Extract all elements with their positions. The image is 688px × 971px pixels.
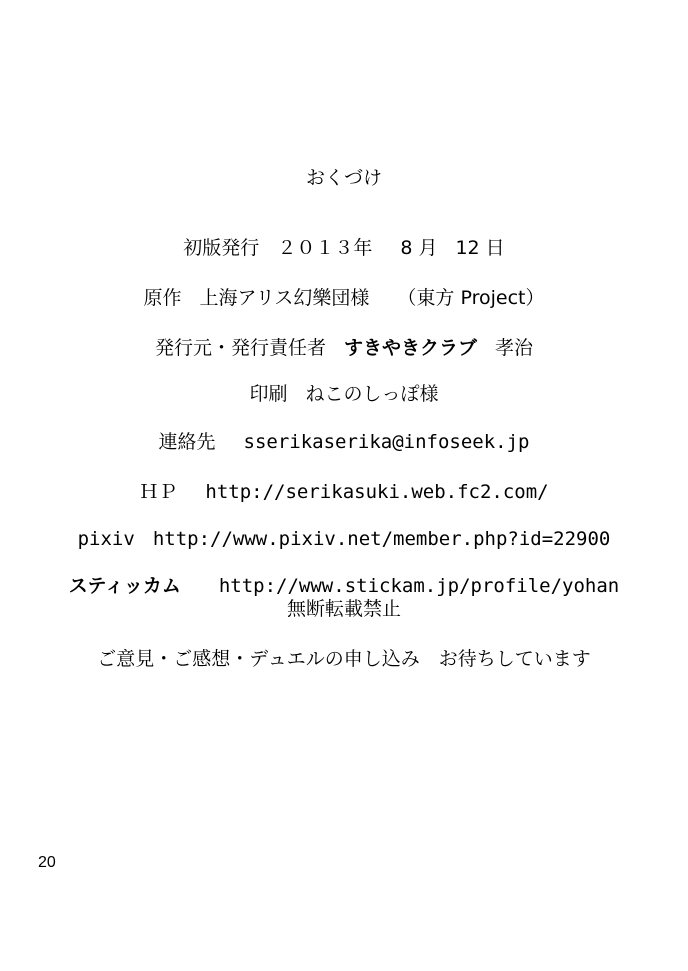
first-edition-label: 初版発行 [183, 237, 260, 259]
stickam-label: スティッカム [68, 575, 181, 597]
printing-line [0, 382, 688, 406]
page-title: おくづけ [305, 167, 382, 189]
first-edition-line [0, 236, 688, 260]
contact-line [0, 430, 688, 454]
printing-printer: ねこのしっぽ様 [305, 383, 439, 405]
page-number: 20 [38, 854, 56, 871]
closing-message: ご意見・ご感想・デュエルの申し込み お待ちしています [97, 648, 591, 670]
homepage-label: ＨＰ [139, 481, 178, 503]
publisher-line [0, 336, 688, 360]
publisher-name: 孝治 [495, 337, 534, 359]
pixiv-label: pixiv [77, 528, 135, 550]
original-work-author: 上海アリス幻樂団様 [199, 287, 370, 309]
stickam-url[interactable]: http://www.stickam.jp/profile/yohan [218, 575, 620, 597]
contact-email[interactable]: sserikaserika@infoseek.jp [243, 431, 530, 453]
stickam-line [0, 574, 688, 598]
pixiv-url[interactable]: http://www.pixiv.net/member.php?id=22900 [152, 528, 611, 550]
publisher-circle: すきやきクラブ [343, 337, 477, 359]
first-edition-year: ２０１３年 [277, 237, 373, 259]
original-work-line [0, 286, 688, 310]
homepage-line [0, 480, 688, 504]
first-edition-day: 12 日 [455, 237, 505, 259]
no-reprint-notice: 無断転載禁止 [286, 598, 401, 620]
original-work-title: （東方 Project） [397, 287, 545, 309]
pixiv-line [0, 527, 688, 551]
original-work-label: 原作 [143, 287, 182, 309]
printing-label: 印刷 [249, 383, 288, 405]
first-edition-month: 8 月 [400, 237, 438, 259]
homepage-url[interactable]: http://serikasuki.web.fc2.com/ [205, 481, 549, 503]
contact-label: 連絡先 [158, 431, 216, 453]
publisher-label: 発行元・発行責任者 [154, 337, 326, 359]
